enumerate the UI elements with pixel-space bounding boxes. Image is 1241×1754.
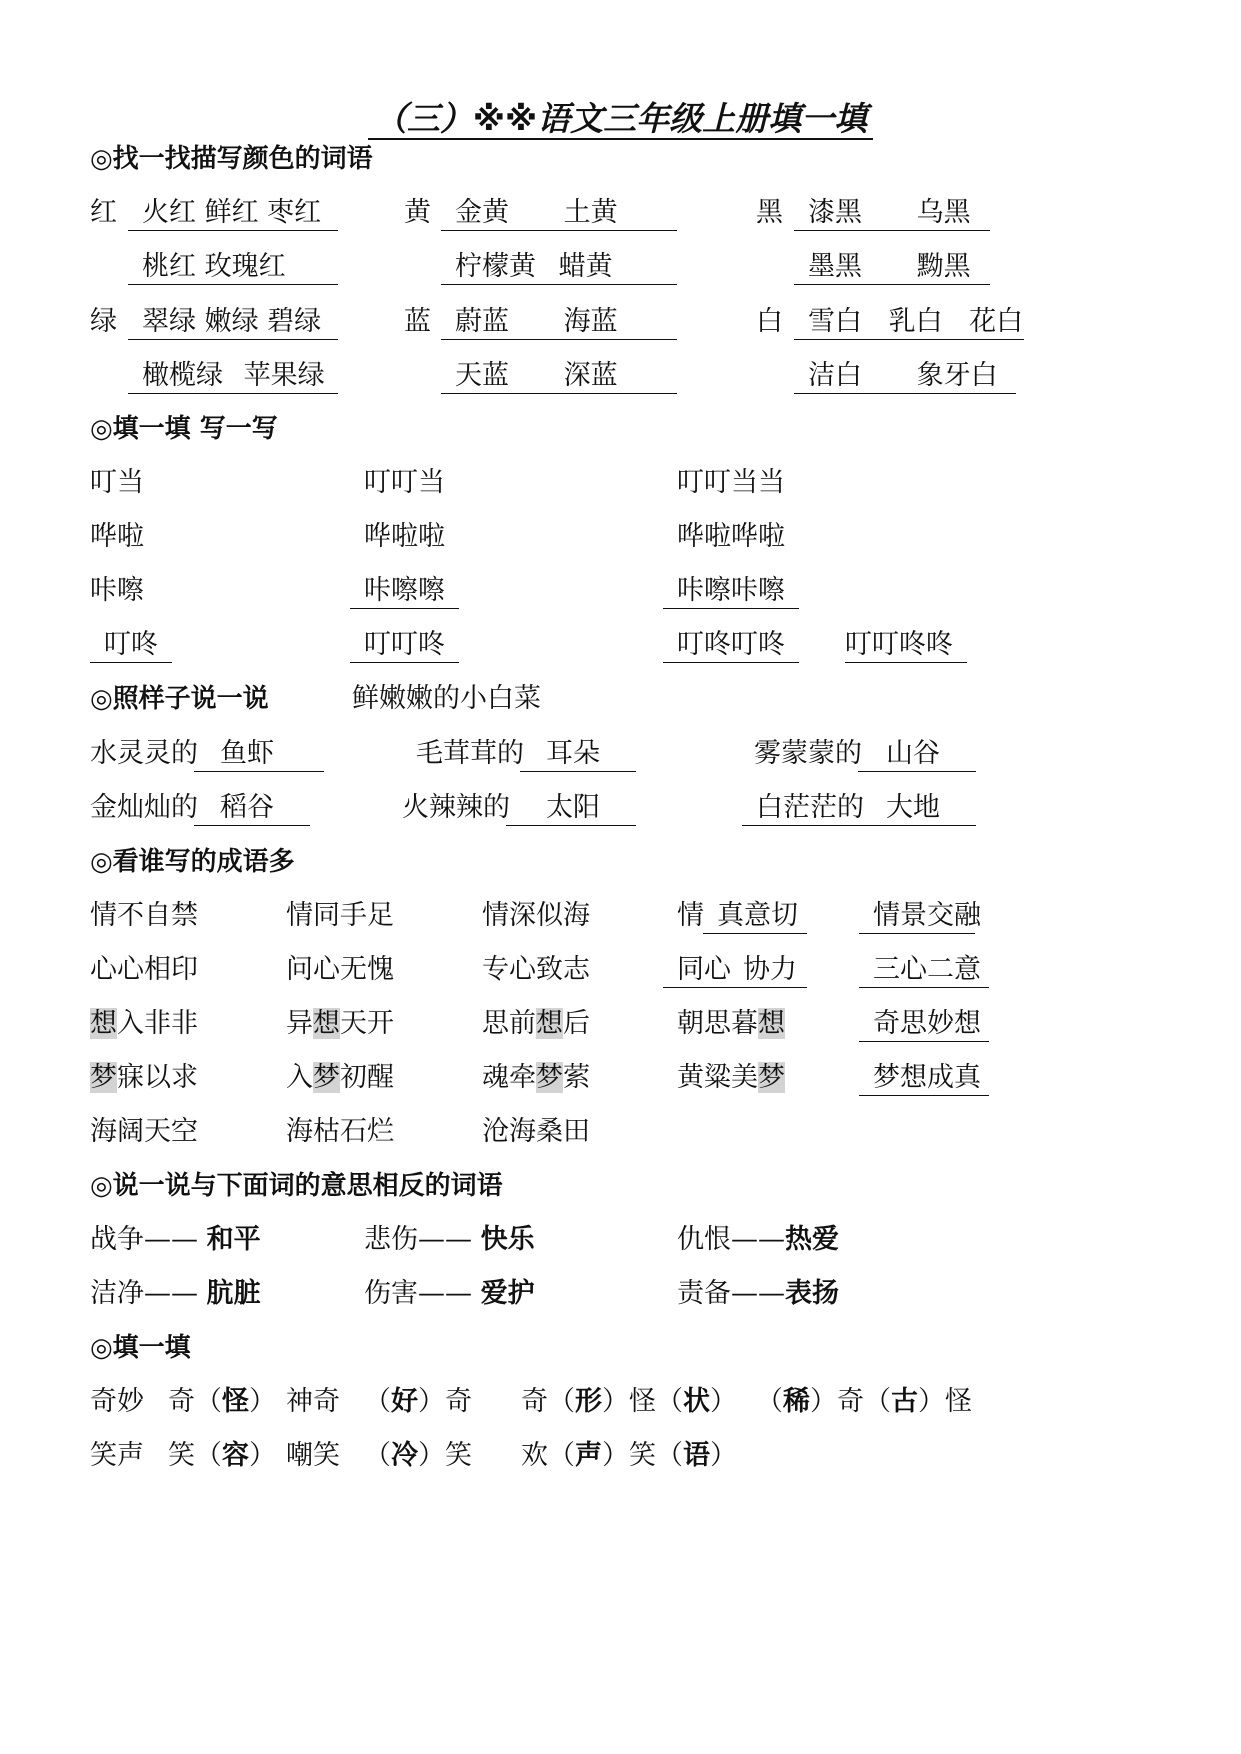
fill-answer: 容: [222, 1440, 249, 1471]
fill-phrase: 笑（容）: [168, 1440, 276, 1471]
answer-blue-1: 蔚蓝 海蓝: [441, 305, 677, 340]
section-heading-fill-write: ◎填一填 写一写: [90, 414, 278, 444]
highlight-char: 梦: [758, 1062, 785, 1093]
idiom-with-highlight: 想入非非: [90, 1008, 198, 1039]
antonym-answer: 表扬: [785, 1278, 839, 1309]
phrase-prefix: 水灵灵的: [90, 738, 198, 769]
highlight-char: 想: [758, 1008, 785, 1039]
phrase-answer: 鱼虾: [194, 737, 324, 772]
answer-black-1: 漆黑 乌黑: [794, 196, 990, 231]
idiom-with-highlight: 魂牵梦萦: [482, 1062, 590, 1093]
idiom: 情深似海: [482, 900, 590, 931]
antonym-answer: 热爱: [785, 1224, 839, 1255]
label-red: 红: [90, 197, 117, 228]
word-cell: 叮叮当当: [677, 467, 785, 498]
highlight-char: 想: [90, 1008, 117, 1039]
highlight-char: 想: [536, 1008, 563, 1039]
word: 笑声: [90, 1440, 144, 1471]
fill-phrase: （冷）笑: [364, 1440, 472, 1471]
label-yellow: 黄: [404, 197, 431, 228]
antonym-pair: 仇恨——热爱: [677, 1224, 839, 1255]
fill-answer: 好: [391, 1386, 418, 1417]
answer-white-1: 雪白 乳白 花白: [794, 305, 1024, 340]
phrase-prefix: 白茫茫的: [742, 791, 864, 826]
idiom-answer: 情景交融: [859, 899, 975, 934]
fill-phrase: （好）奇: [364, 1386, 472, 1417]
word-cell: 叮叮当: [364, 467, 445, 498]
answer-red-1: 火红 鲜红 枣红: [128, 196, 338, 231]
page-title: （三）※※语文三年级上册填一填: [0, 98, 1241, 140]
answer-red-2: 桃红 玫瑰红: [128, 250, 338, 285]
phrase-prefix: 火辣辣的: [402, 792, 510, 823]
section-heading-fill: ◎填一填: [90, 1333, 191, 1363]
antonym-answer: 爱护: [480, 1278, 535, 1309]
word-cell: 咔嚓: [90, 575, 144, 606]
phrase-answer: 山谷: [858, 737, 976, 772]
highlight-char: 想: [313, 1008, 340, 1039]
section-heading-pattern: ◎照样子说一说: [90, 684, 269, 714]
answer-yellow-2: 柠檬黄 蜡黄: [441, 250, 677, 285]
example-phrase: 鲜嫩嫩的小白菜: [352, 683, 541, 714]
idiom: 问心无愧: [286, 954, 394, 985]
phrase-answer: 耳朵: [520, 737, 636, 772]
antonym-pair: 伤害—— 爱护: [364, 1278, 535, 1309]
phrase-prefix: 雾蒙蒙的: [754, 738, 862, 769]
phrase-answer: 稻谷: [194, 791, 310, 826]
idiom-answer: 同心: [663, 953, 729, 988]
idiom-with-highlight: 思前想后: [482, 1008, 590, 1039]
answer-cell: 叮叮咚咚: [845, 628, 967, 663]
phrase-answer: 大地: [858, 791, 976, 826]
highlight-char: 梦: [536, 1062, 563, 1093]
fill-answer: 声: [575, 1440, 602, 1471]
idiom-answer: 协力: [729, 953, 807, 988]
label-black: 黑: [756, 197, 783, 228]
fill-phrase: 奇（形）怪（状）: [521, 1386, 737, 1417]
answer-black-2: 墨黑 黝黑: [794, 250, 990, 285]
idiom: 情同手足: [286, 900, 394, 931]
fill-answer: 古: [891, 1386, 918, 1417]
word: 嘲笑: [286, 1440, 340, 1471]
idiom: 沧海桑田: [482, 1116, 590, 1147]
fill-answer: 状: [683, 1386, 710, 1417]
idiom-with-highlight: 朝思暮想: [677, 1008, 785, 1039]
antonym-pair: 战争—— 和平: [90, 1224, 261, 1255]
fill-phrase: 奇（怪）: [168, 1386, 276, 1417]
fill-answer: 形: [575, 1386, 602, 1417]
word-cell: 哗啦: [90, 521, 144, 552]
idiom: 海阔天空: [90, 1116, 198, 1147]
label-blue: 蓝: [404, 306, 431, 337]
idiom-with-highlight: 异想天开: [286, 1008, 394, 1039]
idiom: 心心相印: [90, 954, 198, 985]
fill-answer: 冷: [391, 1440, 418, 1471]
word-cell: 叮当: [90, 467, 144, 498]
highlight-char: 梦: [90, 1062, 117, 1093]
idiom-answer: 真意切: [703, 899, 807, 934]
idiom-with-highlight: 黄粱美梦: [677, 1062, 785, 1093]
idiom: 专心致志: [482, 954, 590, 985]
highlight-char: 梦: [313, 1062, 340, 1093]
antonym-answer: 快乐: [480, 1224, 535, 1255]
answer-cell: 咔嚓嚓: [350, 574, 459, 609]
idiom-answer: 梦想成真: [859, 1061, 989, 1096]
word-cell: 哗啦哗啦: [677, 521, 785, 552]
answer-blue-2: 天蓝 深蓝: [441, 359, 677, 394]
word: 神奇: [286, 1386, 340, 1417]
answer-cell: 咔嚓咔嚓: [663, 574, 799, 609]
idiom-answer: 奇思妙想: [859, 1007, 989, 1042]
answer-white-2: 洁白 象牙白: [794, 359, 1016, 394]
antonym-pair: 悲伤—— 快乐: [364, 1224, 535, 1255]
idiom: 情不自禁: [90, 900, 198, 931]
label-white: 白: [756, 306, 783, 337]
section-heading-colors: ◎找一找描写颜色的词语: [90, 144, 373, 174]
idiom-prefix: 情: [677, 900, 704, 931]
answer-cell: 叮咚叮咚: [663, 628, 799, 663]
idiom: 海枯石烂: [286, 1116, 394, 1147]
idiom-with-highlight: 入梦初醒: [286, 1062, 394, 1093]
fill-phrase: 欢（声）笑（语）: [521, 1440, 737, 1471]
phrase-answer: 太阳: [506, 791, 636, 826]
idiom-answer: 三心二意: [859, 953, 989, 988]
word-cell: 哗啦啦: [364, 521, 445, 552]
label-green: 绿: [90, 306, 117, 337]
answer-cell: 叮叮咚: [350, 628, 459, 663]
answer-cell: 叮咚: [90, 628, 172, 663]
antonym-pair: 洁净—— 肮脏: [90, 1278, 261, 1309]
antonym-answer: 肮脏: [206, 1278, 261, 1309]
antonym-answer: 和平: [206, 1224, 261, 1255]
phrase-prefix: 金灿灿的: [90, 792, 198, 823]
fill-answer: 稀: [783, 1386, 810, 1417]
idiom-with-highlight: 梦寐以求: [90, 1062, 198, 1093]
section-heading-idioms: ◎看谁写的成语多: [90, 847, 295, 877]
fill-phrase: （稀）奇（古）怪: [756, 1386, 972, 1417]
word: 奇妙: [90, 1386, 144, 1417]
answer-green-1: 翠绿 嫩绿 碧绿: [128, 305, 338, 340]
answer-green-2: 橄榄绿 苹果绿: [128, 359, 338, 394]
fill-answer: 怪: [222, 1386, 249, 1417]
answer-yellow-1: 金黄 土黄: [441, 196, 677, 231]
phrase-prefix: 毛茸茸的: [416, 738, 524, 769]
fill-answer: 语: [683, 1440, 710, 1471]
section-heading-antonyms: ◎说一说与下面词的意思相反的词语: [90, 1171, 503, 1201]
antonym-pair: 责备——表扬: [677, 1278, 839, 1309]
